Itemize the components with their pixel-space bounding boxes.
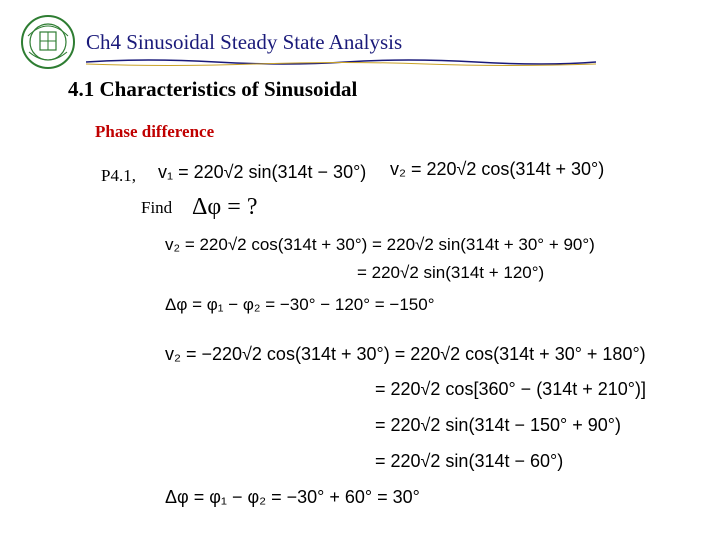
v1-equation: v₁ = 220√2 sin(314t − 30°): [158, 162, 367, 182]
solution2-line3: = 220√2 sin(314t − 150° + 90°): [375, 415, 621, 435]
slide-header-title: Ch4 Sinusoidal Steady State Analysis: [86, 30, 403, 54]
find-label: Find: [141, 198, 173, 217]
solution2-phase-difference: Δφ = φ₁ − φ₂ = −30° + 60° = 30°: [165, 487, 420, 507]
solution1-line2: = 220√2 sin(314t + 120°): [357, 263, 545, 282]
v2-equation: v₂ = 220√2 cos(314t + 30°): [390, 159, 605, 179]
topic-heading: Phase difference: [95, 122, 215, 141]
header-underline: [86, 56, 596, 68]
solution2-line1: v₂ = −220√2 cos(314t + 30°) = 220√2 cos(314t + 30° + 180°): [165, 344, 646, 364]
problem-label: P4.1,: [101, 166, 136, 185]
solution2-line2: = 220√2 cos[360° − (314t + 210°)]: [375, 379, 646, 399]
section-title: 4.1 Characteristics of Sinusoidal: [68, 77, 358, 101]
solution1-phase-difference: Δφ = φ₁ − φ₂ = −30° − 120° = −150°: [165, 295, 435, 314]
find-expression: Δφ = ?: [192, 194, 258, 220]
solution2-line4: = 220√2 sin(314t − 60°): [375, 451, 564, 471]
university-seal-logo: [20, 14, 76, 70]
solution1-line1: v₂ = 220√2 cos(314t + 30°) = 220√2 sin(314t + 30° + 90°): [165, 235, 595, 254]
